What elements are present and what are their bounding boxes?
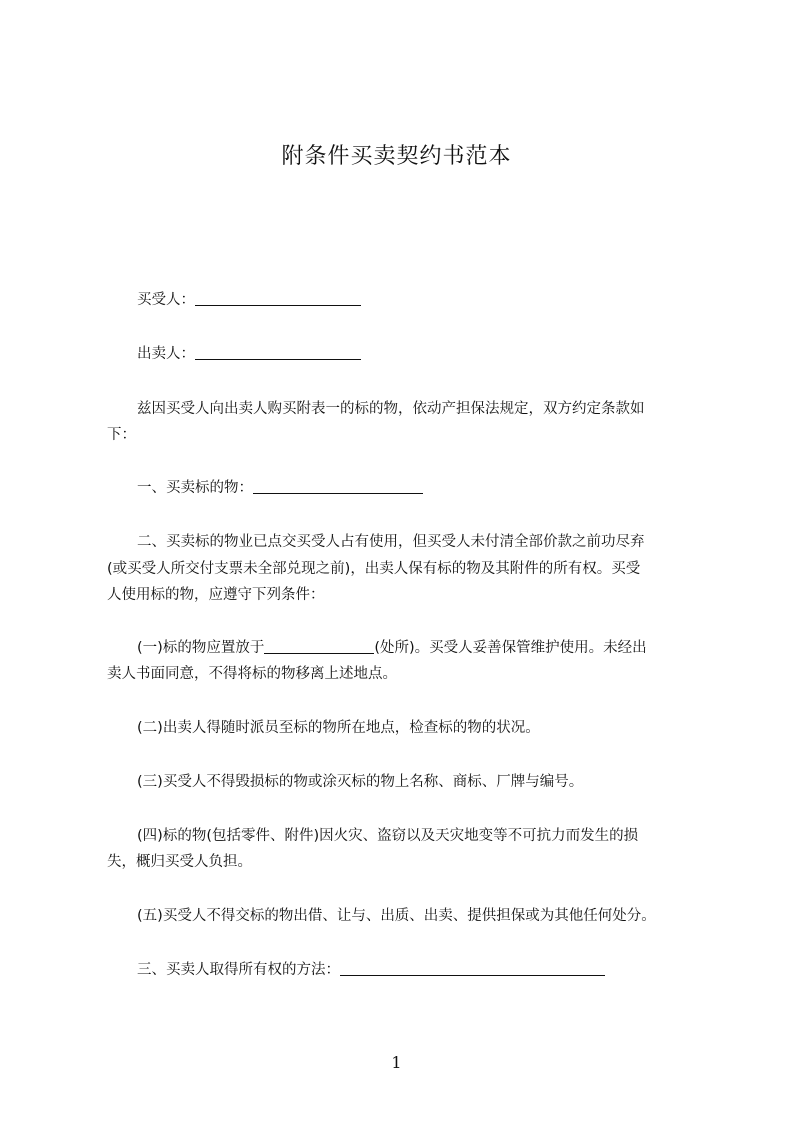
item-1-line-1 — [137, 634, 737, 662]
seller-blank[interactable] — [195, 343, 361, 360]
clause-2-line-3: 人使用标的物，应遵守下列条件： — [107, 587, 325, 603]
clause-3-line — [137, 956, 737, 984]
intro-line-1: 兹因买受人向出卖人购买附表一的标的物，依动产担保法规定，双方约定条款如 — [137, 401, 645, 417]
seller-line — [137, 340, 737, 368]
item-3-line: (三)买受人不得毁损标的物或涂灭标的物上名称、商标、厂牌与编号。 — [137, 774, 584, 790]
document-title: 附条件买卖契约书范本 — [281, 144, 512, 169]
clause-2-line-2: (或买受人所交付支票未全部兑现之前)，出卖人保有标的物及其附件的所有权。买受 — [107, 561, 641, 577]
intro-line-2: 下： — [107, 427, 136, 443]
item-4-line-2: 失，概归买受人负担。 — [107, 854, 252, 870]
clause-3-blank[interactable] — [340, 959, 605, 976]
item-1-suffix: (处所)。买受人妥善保管维护使用。未经出 — [374, 640, 647, 656]
clause-3-label: 三、买卖人取得所有权的方法： — [137, 962, 340, 978]
clause-1-blank[interactable] — [253, 477, 423, 494]
clause-1-label: 一、买卖标的物： — [137, 480, 253, 496]
item-1-prefix: (一)标的物应置放于 — [137, 640, 265, 656]
seller-label: 出卖人： — [137, 346, 195, 362]
clause-2-line-1: 二、买卖标的物业已点交买受人占有使用，但买受人未付清全部价款之前功尽弃 — [137, 534, 645, 550]
buyer-line — [137, 286, 737, 314]
buyer-label: 买受人： — [137, 292, 195, 308]
clause-1-line — [137, 474, 737, 502]
item-2-line: (二)出卖人得随时派员至标的物所在地点，检查标的物的状况。 — [137, 720, 540, 736]
page-number: 1 — [391, 1053, 402, 1072]
item-5-line: (五)买受人不得交标的物出借、让与、出质、出卖、提供担保或为其他任何处分。 — [137, 908, 656, 924]
item-4-line-1: (四)标的物(包括零件、附件)因火灾、盗窃以及天灾地变等不可抗力而发生的损 — [137, 828, 639, 844]
buyer-blank[interactable] — [195, 289, 361, 306]
item-1-location-blank[interactable] — [264, 637, 374, 654]
item-1-line-2: 卖人书面同意，不得将标的物移离上述地点。 — [107, 666, 397, 682]
